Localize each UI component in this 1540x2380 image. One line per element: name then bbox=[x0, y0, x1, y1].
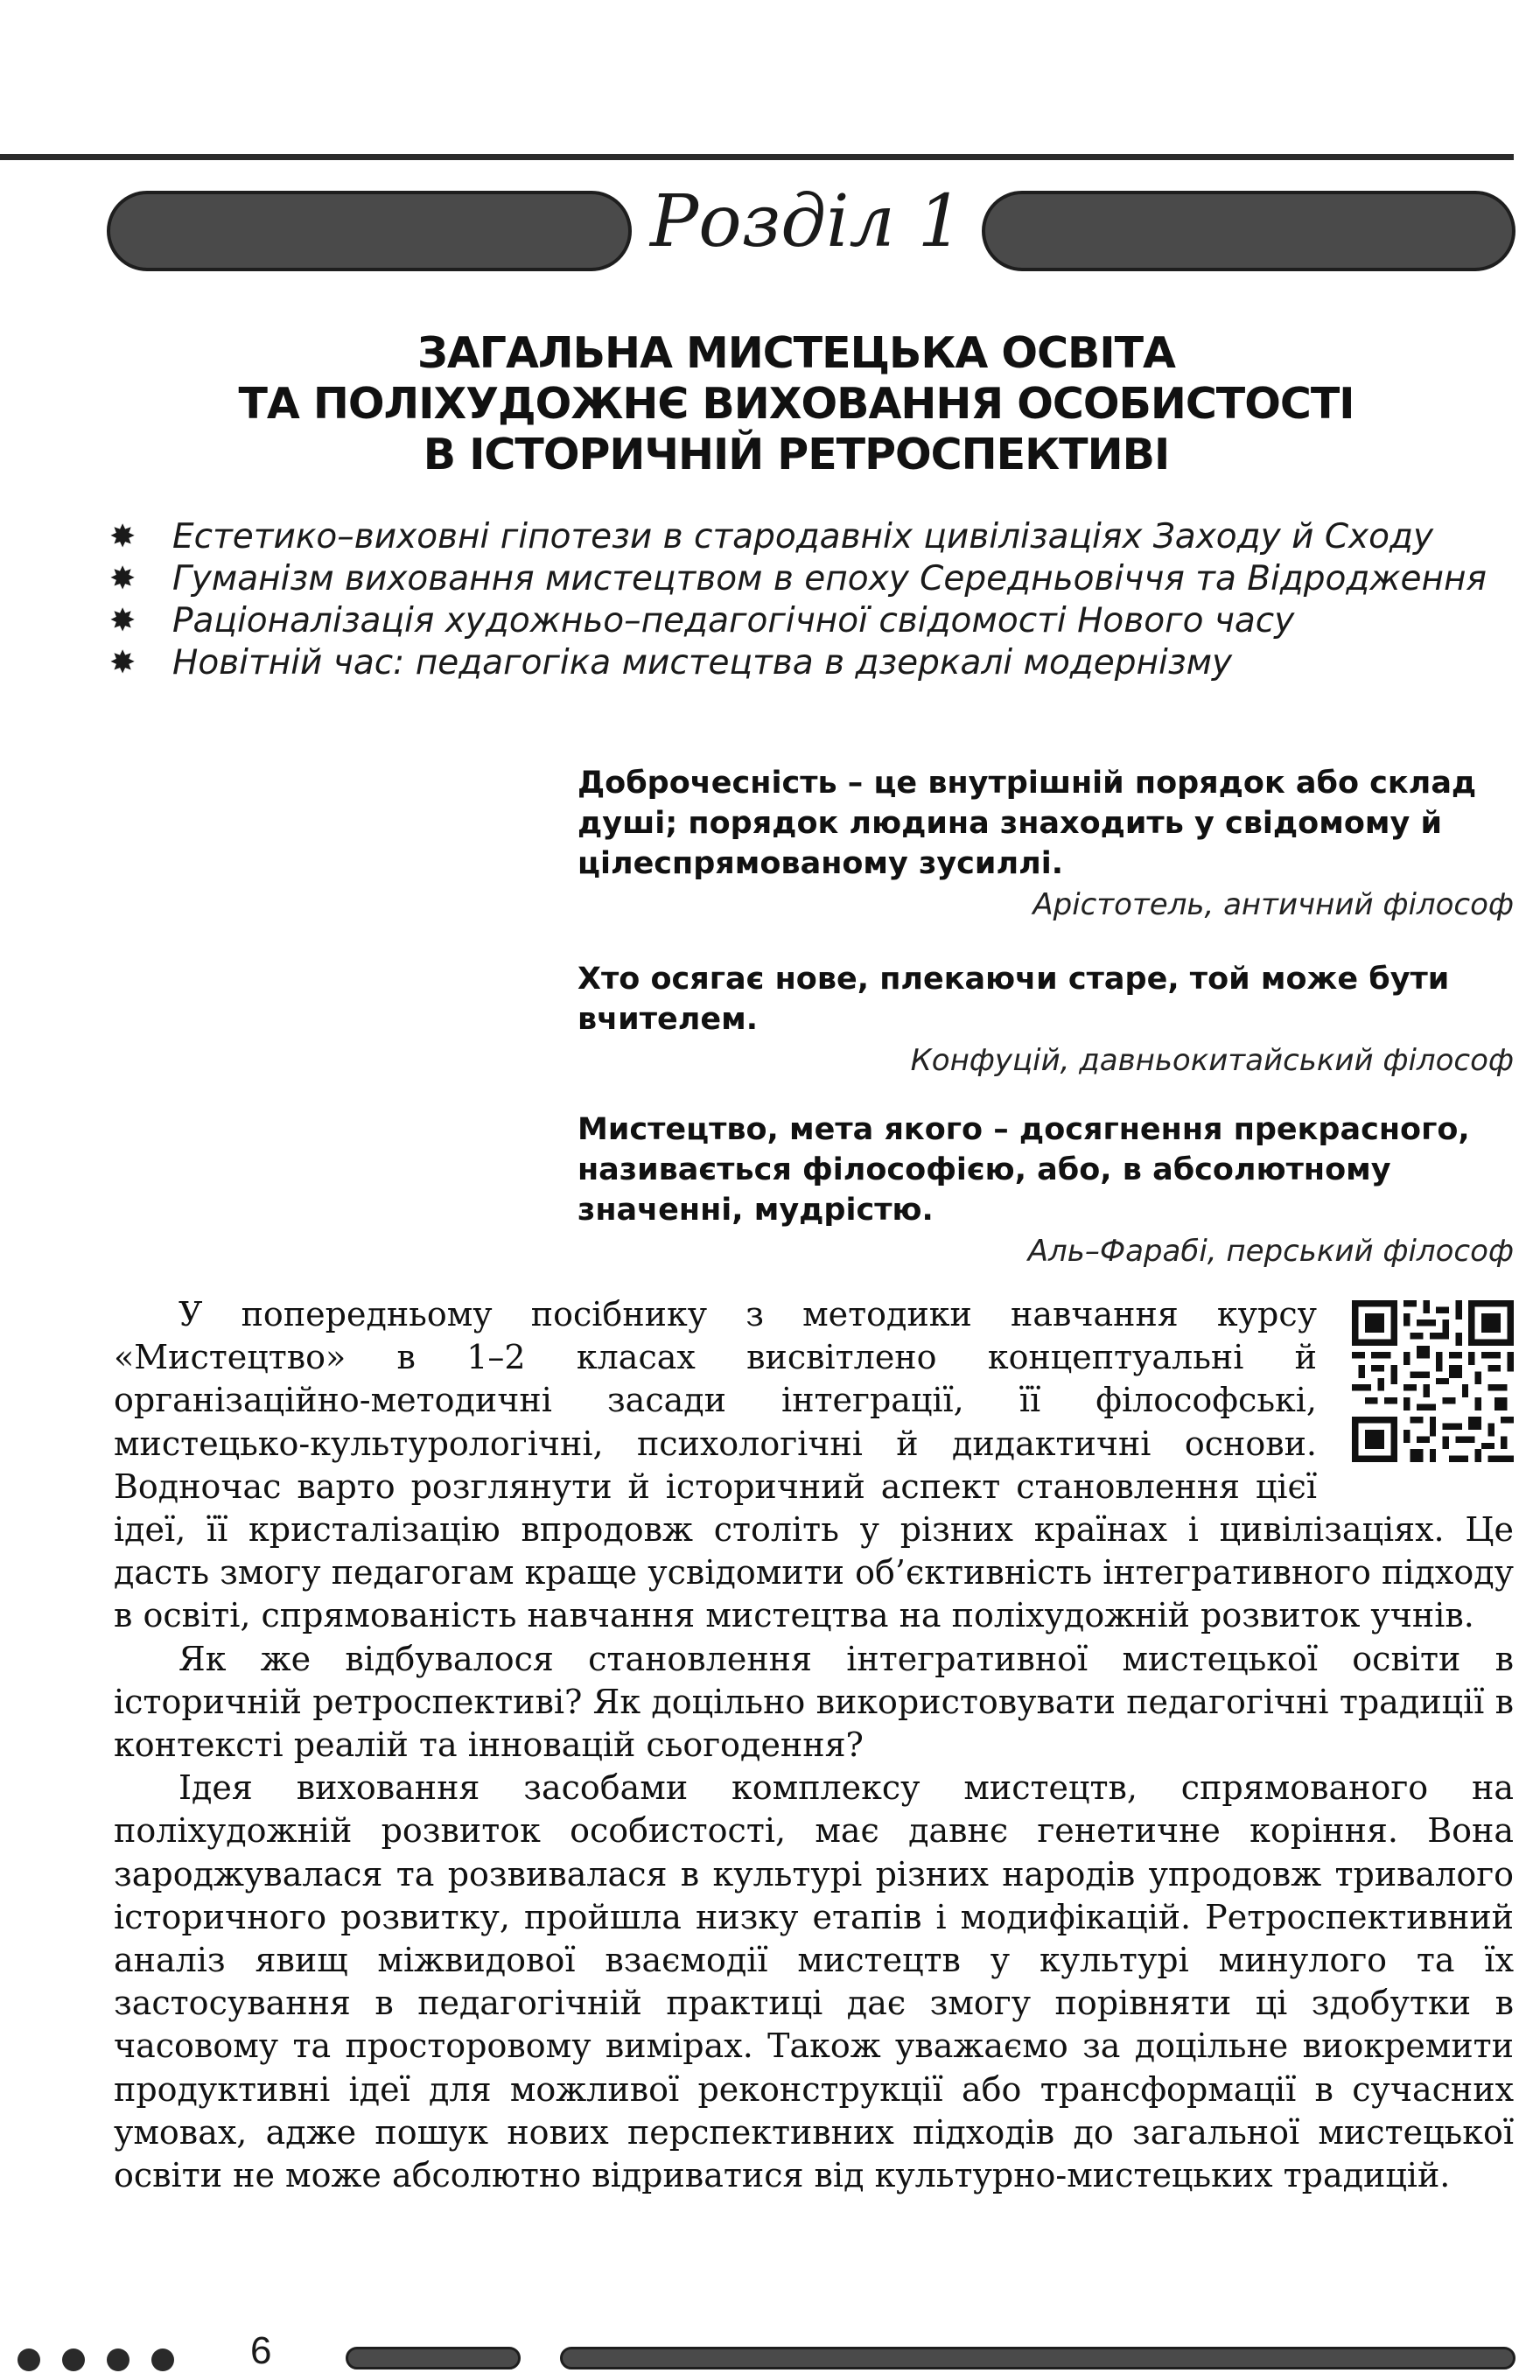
star-bullet-icon: ✸ bbox=[109, 645, 136, 681]
body-text bbox=[114, 1293, 1514, 2197]
topic-text: Раціоналізація художньо–педагогічної свідомості Нового часу bbox=[172, 601, 1295, 640]
topic-item bbox=[109, 642, 1509, 684]
quote-author: Аль–Фарабі, перський філософ bbox=[1027, 1234, 1514, 1269]
topic-text: Гуманізм виховання мистецтвом в епоху Середньовіччя та Відродження bbox=[172, 559, 1487, 598]
title-line-1: ЗАГАЛЬНА МИСТЕЦЬКА ОСВІТА bbox=[417, 328, 1175, 378]
topics-list bbox=[109, 516, 1509, 684]
topic-item bbox=[109, 600, 1509, 642]
star-bullet-icon: ✸ bbox=[109, 519, 136, 555]
title-line-3: В ІСТОРИЧНІЙ РЕТРОСПЕКТИВІ bbox=[423, 430, 1170, 480]
epigraph-quote bbox=[578, 1110, 1514, 1272]
footer-bar-long bbox=[560, 2347, 1516, 2370]
top-rule bbox=[0, 154, 1514, 160]
topic-item bbox=[109, 516, 1509, 558]
star-bullet-icon: ✸ bbox=[109, 561, 136, 597]
star-bullet-icon: ✸ bbox=[109, 603, 136, 639]
footer-dot-icon bbox=[18, 2348, 40, 2371]
footer-dot-icon bbox=[62, 2348, 85, 2371]
paragraph: Як же відбувалося становлення інтегративної мистецької освіти в історичній ретроспективі? Як доцільно використовувати педагогічні традиції в контексті реалій та інновацій сьогодення? bbox=[114, 1639, 1514, 1765]
epigraph-quote bbox=[578, 959, 1514, 1082]
topic-text: Новітній час: педагогіка мистецтва в дзеркалі модернізму bbox=[172, 643, 1233, 682]
page-number: 6 bbox=[250, 2329, 272, 2372]
footer-bar-short bbox=[346, 2347, 521, 2370]
quote-text: Хто осягає нове, плекаючи старе, той може бути вчителем. bbox=[578, 962, 1450, 1037]
topic-item bbox=[109, 558, 1509, 600]
title-line-2: ТА ПОЛІХУДОЖНЄ ВИХОВАННЯ ОСОБИСТОСТІ bbox=[238, 379, 1354, 429]
chapter-bar-right bbox=[982, 191, 1516, 271]
epigraph-quote bbox=[578, 763, 1514, 926]
quote-text: Доброчесність – це внутрішній порядок або склад душі; порядок людина знаходить у свідомому й цілеспрямованому зусиллі. bbox=[578, 766, 1477, 881]
paragraph: У попередньому посібнику з методики навчання курсу «Мистецтво» в 1–2 класах висвітлено концептуальні й організаційно-методичні засади інтеграції, її філософські, мистецько-культурологічні, психологічні й дидактичні основи. Водночас варто розглянути й історичний аспект становлення цієї ідеї, її кристалізацію впродовж століть у різних країнах і цивілізаціях. Це дасть змогу педагогам краще усвідомити об’єктивність інтегративного підходу в освіті, спрямованість навчання мистецтва на поліхудожній розвиток учнів. bbox=[114, 1295, 1514, 1635]
topic-text: Естетико–виховні гіпотези в стародавніх цивілізаціях Заходу й Сходу bbox=[172, 517, 1434, 556]
chapter-title bbox=[79, 328, 1514, 480]
quote-text: Мистецтво, мета якого – досягнення прекрасного, називається філософією, або, в абсолютному значенні, мудрістю. bbox=[578, 1112, 1470, 1228]
footer-dots bbox=[18, 2348, 196, 2376]
footer-dot-icon bbox=[107, 2348, 130, 2371]
qr-code-icon[interactable] bbox=[1352, 1300, 1514, 1462]
chapter-bar-left bbox=[107, 191, 632, 271]
chapter-label: Розділ 1 bbox=[650, 180, 963, 263]
quote-author: Арістотель, античний філософ bbox=[1032, 887, 1514, 922]
footer-dot-icon bbox=[151, 2348, 174, 2371]
quote-author: Конфуцій, давньокитайський філософ bbox=[910, 1043, 1514, 1078]
paragraph: Ідея виховання засобами комплексу мистецтв, спрямованого на поліхудожній розвиток особистості, має давнє генетичне коріння. Вона зароджувалася та розвивалася в культурі різних народів упродовж тривалого історичного розвитку, пройшла низку етапів і модифікацій. Ретроспективний аналіз явищ міжвидової взаємодії мистецтв у культурі минулого та їх застосування в педагогічній практиці дає змогу порівняти ці здобутки в часовому та просторовому вимірах. Також уважаємо за доцільне виокремити продуктивні ідеї для можливої реконструкції або трансформації в сучасних умовах, адже пошук нових перспективних підходів до загальної мистецької освіти не може абсолютно відриватися від культурно-мистецьких традицій. bbox=[114, 1768, 1514, 2195]
